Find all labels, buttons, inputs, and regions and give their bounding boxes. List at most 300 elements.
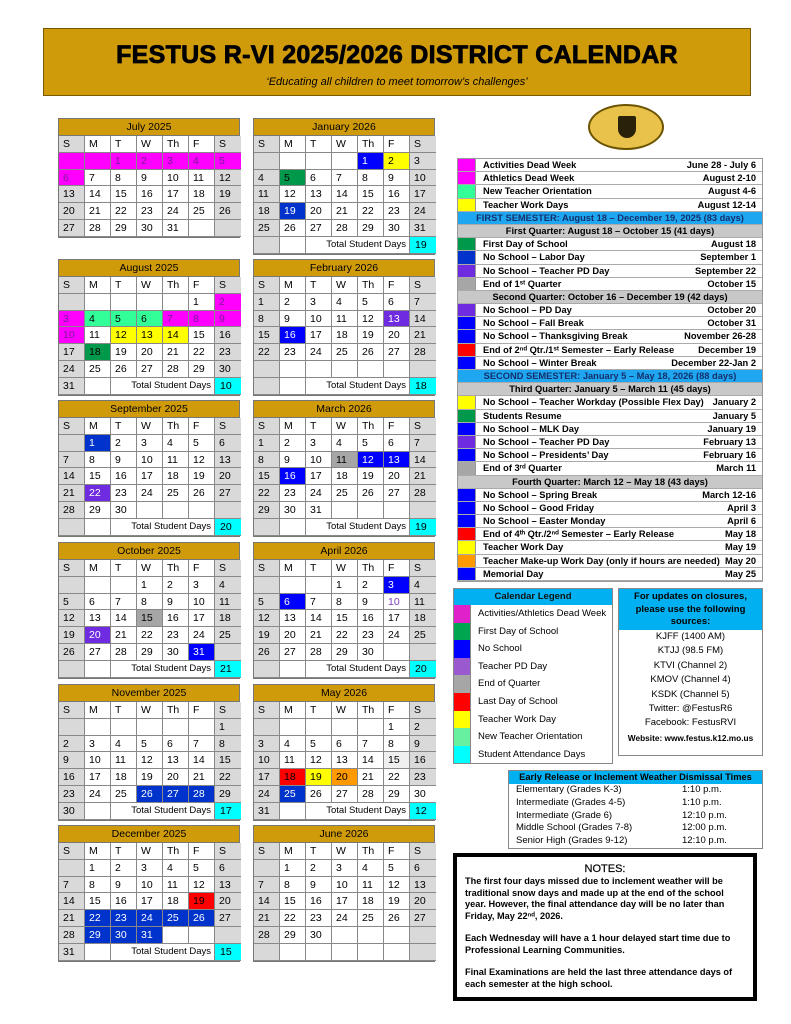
day-cell[interactable]: 26 — [137, 786, 163, 803]
day-cell[interactable]: 23 — [280, 344, 306, 361]
day-cell[interactable]: 19 — [358, 468, 384, 485]
day-cell[interactable]: 26 — [254, 644, 280, 661]
day-cell[interactable]: 2 — [111, 435, 137, 452]
day-cell[interactable]: 19 — [384, 893, 410, 910]
day-cell[interactable]: 8 — [111, 170, 137, 187]
day-cell[interactable]: 11 — [332, 311, 358, 328]
day-cell[interactable]: 7 — [410, 435, 436, 452]
day-cell[interactable]: 30 — [306, 927, 332, 944]
day-cell[interactable]: 4 — [189, 153, 215, 170]
day-cell[interactable]: 2 — [306, 860, 332, 877]
day-cell[interactable]: 8 — [85, 452, 111, 469]
day-cell[interactable]: 6 — [384, 294, 410, 311]
day-cell[interactable]: 14 — [59, 893, 85, 910]
day-cell[interactable]: 24 — [254, 786, 280, 803]
day-cell[interactable]: 7 — [254, 877, 280, 894]
day-cell[interactable]: 10 — [332, 877, 358, 894]
day-cell[interactable]: 15 — [254, 468, 280, 485]
day-cell[interactable]: 21 — [189, 769, 215, 786]
day-cell[interactable]: 14 — [254, 893, 280, 910]
day-cell[interactable]: 9 — [410, 736, 436, 753]
day-cell[interactable]: 11 — [189, 170, 215, 187]
day-cell[interactable]: 18 — [111, 769, 137, 786]
day-cell[interactable]: 18 — [332, 468, 358, 485]
day-cell[interactable]: 4 — [332, 294, 358, 311]
day-cell[interactable]: 7 — [111, 594, 137, 611]
day-cell[interactable]: 9 — [59, 752, 85, 769]
day-cell[interactable]: 7 — [332, 170, 358, 187]
day-cell[interactable]: 7 — [189, 736, 215, 753]
day-cell[interactable]: 2 — [358, 577, 384, 594]
day-cell[interactable]: 23 — [59, 786, 85, 803]
day-cell[interactable]: 25 — [410, 627, 436, 644]
day-cell[interactable]: 9 — [163, 594, 189, 611]
day-cell[interactable]: 18 — [358, 893, 384, 910]
day-cell[interactable]: 7 — [410, 294, 436, 311]
day-cell[interactable]: 8 — [85, 877, 111, 894]
day-cell[interactable]: 29 — [215, 786, 241, 803]
day-cell[interactable]: 1 — [254, 435, 280, 452]
day-cell[interactable]: 27 — [215, 910, 241, 927]
day-cell[interactable]: 22 — [215, 769, 241, 786]
day-cell[interactable]: 22 — [384, 769, 410, 786]
day-cell[interactable]: 17 — [163, 186, 189, 203]
day-cell[interactable]: 21 — [111, 627, 137, 644]
day-cell[interactable]: 16 — [111, 468, 137, 485]
day-cell[interactable]: 17 — [384, 610, 410, 627]
day-cell[interactable]: 7 — [358, 736, 384, 753]
day-cell[interactable]: 19 — [215, 186, 241, 203]
day-cell[interactable]: 22 — [85, 910, 111, 927]
day-cell[interactable]: 31 — [410, 220, 436, 237]
day-cell[interactable]: 18 — [163, 468, 189, 485]
day-cell[interactable]: 4 — [85, 311, 111, 328]
day-cell[interactable]: 22 — [137, 627, 163, 644]
day-cell[interactable]: 25 — [332, 485, 358, 502]
day-cell[interactable]: 10 — [306, 311, 332, 328]
day-cell[interactable]: 26 — [358, 485, 384, 502]
day-cell[interactable]: 12 — [306, 752, 332, 769]
day-cell[interactable]: 30 — [215, 361, 241, 378]
day-cell[interactable]: 5 — [280, 170, 306, 187]
day-cell[interactable]: 30 — [163, 644, 189, 661]
day-cell[interactable]: 5 — [189, 435, 215, 452]
day-cell[interactable]: 10 — [137, 452, 163, 469]
day-cell[interactable]: 24 — [306, 485, 332, 502]
day-cell[interactable]: 27 — [384, 485, 410, 502]
day-cell[interactable]: 13 — [384, 452, 410, 469]
day-cell[interactable]: 31 — [189, 644, 215, 661]
day-cell[interactable]: 20 — [59, 203, 85, 220]
day-cell[interactable]: 6 — [306, 170, 332, 187]
day-cell[interactable]: 28 — [59, 502, 85, 519]
day-cell[interactable]: 9 — [384, 170, 410, 187]
day-cell[interactable]: 1 — [280, 860, 306, 877]
day-cell[interactable]: 6 — [215, 435, 241, 452]
day-cell[interactable]: 4 — [254, 170, 280, 187]
day-cell[interactable]: 14 — [306, 610, 332, 627]
day-cell[interactable]: 1 — [332, 577, 358, 594]
day-cell[interactable]: 29 — [189, 361, 215, 378]
day-cell[interactable]: 16 — [59, 769, 85, 786]
day-cell[interactable]: 26 — [111, 361, 137, 378]
day-cell[interactable]: 17 — [85, 769, 111, 786]
day-cell[interactable]: 26 — [215, 203, 241, 220]
day-cell[interactable]: 28 — [332, 220, 358, 237]
day-cell[interactable]: 19 — [280, 203, 306, 220]
day-cell[interactable]: 15 — [189, 327, 215, 344]
day-cell[interactable]: 13 — [59, 186, 85, 203]
day-cell[interactable]: 16 — [384, 186, 410, 203]
day-cell[interactable]: 11 — [163, 877, 189, 894]
day-cell[interactable]: 25 — [254, 220, 280, 237]
day-cell[interactable]: 19 — [111, 344, 137, 361]
day-cell[interactable]: 25 — [163, 485, 189, 502]
day-cell[interactable]: 13 — [85, 610, 111, 627]
day-cell[interactable]: 22 — [332, 627, 358, 644]
day-cell[interactable]: 25 — [163, 910, 189, 927]
day-cell[interactable]: 27 — [280, 644, 306, 661]
day-cell[interactable]: 4 — [410, 577, 436, 594]
day-cell[interactable]: 18 — [189, 186, 215, 203]
day-cell[interactable]: 20 — [410, 893, 436, 910]
day-cell[interactable]: 19 — [358, 327, 384, 344]
day-cell[interactable]: 20 — [163, 769, 189, 786]
day-cell[interactable]: 25 — [332, 344, 358, 361]
day-cell[interactable]: 5 — [384, 860, 410, 877]
day-cell[interactable]: 6 — [280, 594, 306, 611]
day-cell[interactable]: 4 — [280, 736, 306, 753]
day-cell[interactable]: 11 — [215, 594, 241, 611]
day-cell[interactable]: 7 — [163, 311, 189, 328]
day-cell[interactable]: 25 — [85, 361, 111, 378]
day-cell[interactable]: 9 — [280, 311, 306, 328]
day-cell[interactable]: 24 — [332, 910, 358, 927]
day-cell[interactable]: 25 — [215, 627, 241, 644]
day-cell[interactable]: 11 — [85, 327, 111, 344]
day-cell[interactable]: 12 — [254, 610, 280, 627]
day-cell[interactable]: 28 — [410, 485, 436, 502]
day-cell[interactable]: 29 — [280, 927, 306, 944]
day-cell[interactable]: 7 — [59, 877, 85, 894]
day-cell[interactable]: 24 — [384, 627, 410, 644]
day-cell[interactable]: 23 — [280, 485, 306, 502]
day-cell[interactable]: 16 — [306, 893, 332, 910]
day-cell[interactable]: 29 — [332, 644, 358, 661]
day-cell[interactable]: 19 — [59, 627, 85, 644]
day-cell[interactable]: 8 — [332, 594, 358, 611]
day-cell[interactable]: 27 — [85, 644, 111, 661]
day-cell[interactable]: 11 — [358, 877, 384, 894]
day-cell[interactable]: 4 — [358, 860, 384, 877]
day-cell[interactable]: 18 — [85, 344, 111, 361]
day-cell[interactable]: 9 — [358, 594, 384, 611]
day-cell[interactable]: 23 — [111, 910, 137, 927]
day-cell[interactable]: 22 — [254, 485, 280, 502]
day-cell[interactable]: 12 — [111, 327, 137, 344]
day-cell[interactable]: 14 — [332, 186, 358, 203]
day-cell[interactable]: 12 — [358, 311, 384, 328]
day-cell[interactable]: 6 — [332, 736, 358, 753]
day-cell[interactable]: 21 — [85, 203, 111, 220]
day-cell[interactable]: 1 — [384, 719, 410, 736]
day-cell[interactable]: 26 — [280, 220, 306, 237]
day-cell[interactable]: 10 — [163, 170, 189, 187]
day-cell[interactable]: 19 — [306, 769, 332, 786]
day-cell[interactable]: 24 — [306, 344, 332, 361]
day-cell[interactable]: 31 — [306, 502, 332, 519]
day-cell[interactable]: 11 — [163, 452, 189, 469]
day-cell[interactable]: 3 — [137, 435, 163, 452]
day-cell[interactable]: 12 — [189, 452, 215, 469]
day-cell[interactable]: 5 — [137, 736, 163, 753]
day-cell[interactable]: 27 — [163, 786, 189, 803]
day-cell[interactable]: 17 — [306, 468, 332, 485]
day-cell[interactable]: 10 — [254, 752, 280, 769]
day-cell[interactable]: 28 — [410, 344, 436, 361]
day-cell[interactable]: 20 — [215, 468, 241, 485]
day-cell[interactable]: 22 — [111, 203, 137, 220]
day-cell[interactable]: 25 — [280, 786, 306, 803]
day-cell[interactable]: 29 — [85, 927, 111, 944]
day-cell[interactable]: 9 — [111, 452, 137, 469]
day-cell[interactable]: 15 — [280, 893, 306, 910]
day-cell[interactable]: 21 — [332, 203, 358, 220]
day-cell[interactable]: 23 — [137, 203, 163, 220]
day-cell[interactable]: 4 — [163, 860, 189, 877]
day-cell[interactable]: 4 — [215, 577, 241, 594]
day-cell[interactable]: 21 — [306, 627, 332, 644]
day-cell[interactable]: 12 — [384, 877, 410, 894]
day-cell[interactable]: 21 — [410, 468, 436, 485]
day-cell[interactable]: 16 — [215, 327, 241, 344]
day-cell[interactable]: 28 — [163, 361, 189, 378]
day-cell[interactable]: 13 — [384, 311, 410, 328]
day-cell[interactable]: 24 — [59, 361, 85, 378]
day-cell[interactable]: 11 — [254, 186, 280, 203]
day-cell[interactable]: 1 — [215, 719, 241, 736]
day-cell[interactable]: 18 — [215, 610, 241, 627]
day-cell[interactable]: 15 — [85, 468, 111, 485]
day-cell[interactable]: 24 — [163, 203, 189, 220]
day-cell[interactable]: 17 — [306, 327, 332, 344]
day-cell[interactable]: 7 — [59, 452, 85, 469]
day-cell[interactable]: 14 — [59, 468, 85, 485]
day-cell[interactable]: 16 — [280, 468, 306, 485]
day-cell[interactable]: 2 — [215, 294, 241, 311]
day-cell[interactable]: 4 — [111, 736, 137, 753]
day-cell[interactable]: 18 — [332, 327, 358, 344]
day-cell[interactable]: 21 — [163, 344, 189, 361]
day-cell[interactable]: 11 — [332, 452, 358, 469]
day-cell[interactable]: 14 — [410, 311, 436, 328]
day-cell[interactable]: 7 — [85, 170, 111, 187]
day-cell[interactable]: 28 — [189, 786, 215, 803]
day-cell[interactable]: 6 — [410, 860, 436, 877]
day-cell[interactable]: 9 — [215, 311, 241, 328]
day-cell[interactable]: 30 — [358, 644, 384, 661]
day-cell[interactable]: 10 — [410, 170, 436, 187]
day-cell[interactable]: 8 — [215, 736, 241, 753]
day-cell[interactable]: 22 — [85, 485, 111, 502]
day-cell[interactable]: 17 — [189, 610, 215, 627]
day-cell[interactable]: 6 — [85, 594, 111, 611]
day-cell[interactable]: 15 — [384, 752, 410, 769]
day-cell[interactable]: 27 — [59, 220, 85, 237]
day-cell[interactable]: 1 — [111, 153, 137, 170]
day-cell[interactable]: 15 — [137, 610, 163, 627]
day-cell[interactable]: 19 — [189, 893, 215, 910]
day-cell[interactable]: 21 — [410, 327, 436, 344]
day-cell[interactable]: 19 — [189, 468, 215, 485]
day-cell[interactable]: 10 — [85, 752, 111, 769]
day-cell[interactable]: 5 — [59, 594, 85, 611]
day-cell[interactable]: 19 — [254, 627, 280, 644]
day-cell[interactable]: 19 — [137, 769, 163, 786]
day-cell[interactable]: 17 — [410, 186, 436, 203]
day-cell[interactable]: 6 — [384, 435, 410, 452]
day-cell[interactable]: 29 — [254, 502, 280, 519]
day-cell[interactable]: 10 — [59, 327, 85, 344]
day-cell[interactable]: 28 — [254, 927, 280, 944]
day-cell[interactable]: 13 — [306, 186, 332, 203]
day-cell[interactable]: 3 — [59, 311, 85, 328]
day-cell[interactable]: 7 — [306, 594, 332, 611]
day-cell[interactable]: 27 — [332, 786, 358, 803]
day-cell[interactable]: 29 — [111, 220, 137, 237]
day-cell[interactable]: 14 — [358, 752, 384, 769]
day-cell[interactable]: 18 — [410, 610, 436, 627]
day-cell[interactable]: 9 — [280, 452, 306, 469]
day-cell[interactable]: 29 — [384, 786, 410, 803]
day-cell[interactable]: 18 — [280, 769, 306, 786]
day-cell[interactable]: 20 — [137, 344, 163, 361]
day-cell[interactable]: 1 — [189, 294, 215, 311]
day-cell[interactable]: 12 — [59, 610, 85, 627]
day-cell[interactable]: 27 — [410, 910, 436, 927]
day-cell[interactable]: 6 — [215, 860, 241, 877]
day-cell[interactable]: 30 — [111, 927, 137, 944]
day-cell[interactable]: 24 — [137, 910, 163, 927]
day-cell[interactable]: 5 — [189, 860, 215, 877]
day-cell[interactable]: 23 — [215, 344, 241, 361]
day-cell[interactable]: 30 — [111, 502, 137, 519]
day-cell[interactable]: 8 — [384, 736, 410, 753]
day-cell[interactable]: 23 — [358, 627, 384, 644]
day-cell[interactable]: 20 — [215, 893, 241, 910]
day-cell[interactable]: 13 — [280, 610, 306, 627]
day-cell[interactable]: 11 — [111, 752, 137, 769]
day-cell[interactable]: 29 — [358, 220, 384, 237]
day-cell[interactable]: 15 — [332, 610, 358, 627]
day-cell[interactable]: 18 — [254, 203, 280, 220]
day-cell[interactable]: 14 — [189, 752, 215, 769]
day-cell[interactable]: 3 — [306, 294, 332, 311]
day-cell[interactable]: 5 — [215, 153, 241, 170]
day-cell[interactable]: 25 — [358, 910, 384, 927]
day-cell[interactable]: 16 — [163, 610, 189, 627]
day-cell[interactable]: 15 — [254, 327, 280, 344]
day-cell[interactable]: 28 — [85, 220, 111, 237]
day-cell[interactable]: 17 — [332, 893, 358, 910]
day-cell[interactable]: 4 — [332, 435, 358, 452]
day-cell[interactable]: 17 — [137, 468, 163, 485]
day-cell[interactable]: 13 — [215, 877, 241, 894]
day-cell[interactable]: 25 — [111, 786, 137, 803]
day-cell[interactable]: 24 — [85, 786, 111, 803]
day-cell[interactable]: 3 — [163, 153, 189, 170]
day-cell[interactable]: 12 — [280, 186, 306, 203]
day-cell[interactable]: 31 — [137, 927, 163, 944]
day-cell[interactable]: 14 — [410, 452, 436, 469]
day-cell[interactable]: 26 — [384, 910, 410, 927]
day-cell[interactable]: 11 — [280, 752, 306, 769]
day-cell[interactable]: 27 — [384, 344, 410, 361]
day-cell[interactable]: 3 — [85, 736, 111, 753]
website-link[interactable]: Website: www.festus.k12.mo.us — [627, 732, 754, 743]
day-cell[interactable]: 28 — [358, 786, 384, 803]
day-cell[interactable]: 14 — [85, 186, 111, 203]
day-cell[interactable]: 15 — [215, 752, 241, 769]
day-cell[interactable]: 2 — [410, 719, 436, 736]
day-cell[interactable]: 23 — [384, 203, 410, 220]
day-cell[interactable]: 17 — [59, 344, 85, 361]
day-cell[interactable]: 2 — [111, 860, 137, 877]
day-cell[interactable]: 1 — [254, 294, 280, 311]
day-cell[interactable]: 18 — [163, 893, 189, 910]
day-cell[interactable]: 22 — [358, 203, 384, 220]
day-cell[interactable]: 1 — [85, 435, 111, 452]
day-cell[interactable]: 28 — [59, 927, 85, 944]
day-cell[interactable]: 8 — [137, 594, 163, 611]
day-cell[interactable]: 20 — [384, 327, 410, 344]
day-cell[interactable]: 3 — [254, 736, 280, 753]
day-cell[interactable]: 26 — [189, 910, 215, 927]
day-cell[interactable]: 17 — [137, 893, 163, 910]
day-cell[interactable]: 15 — [85, 893, 111, 910]
day-cell[interactable]: 2 — [59, 736, 85, 753]
day-cell[interactable]: 29 — [137, 644, 163, 661]
day-cell[interactable]: 14 — [111, 610, 137, 627]
day-cell[interactable]: 2 — [163, 577, 189, 594]
day-cell[interactable]: 1 — [358, 153, 384, 170]
day-cell[interactable]: 8 — [189, 311, 215, 328]
day-cell[interactable]: 20 — [384, 468, 410, 485]
day-cell[interactable]: 5 — [254, 594, 280, 611]
day-cell[interactable]: 29 — [85, 502, 111, 519]
day-cell[interactable]: 2 — [280, 294, 306, 311]
day-cell[interactable]: 20 — [85, 627, 111, 644]
day-cell[interactable]: 6 — [137, 311, 163, 328]
day-cell[interactable]: 3 — [332, 860, 358, 877]
day-cell[interactable]: 13 — [215, 452, 241, 469]
day-cell[interactable]: 2 — [137, 153, 163, 170]
day-cell[interactable]: 21 — [59, 485, 85, 502]
day-cell[interactable]: 28 — [111, 644, 137, 661]
day-cell[interactable]: 10 — [306, 452, 332, 469]
day-cell[interactable]: 27 — [137, 361, 163, 378]
day-cell[interactable]: 20 — [306, 203, 332, 220]
day-cell[interactable]: 20 — [332, 769, 358, 786]
day-cell[interactable]: 20 — [280, 627, 306, 644]
day-cell[interactable]: 22 — [189, 344, 215, 361]
day-cell[interactable]: 8 — [358, 170, 384, 187]
day-cell[interactable]: 1 — [137, 577, 163, 594]
day-cell[interactable]: 1 — [85, 860, 111, 877]
day-cell[interactable]: 27 — [215, 485, 241, 502]
day-cell[interactable]: 21 — [59, 910, 85, 927]
day-cell[interactable]: 12 — [189, 877, 215, 894]
